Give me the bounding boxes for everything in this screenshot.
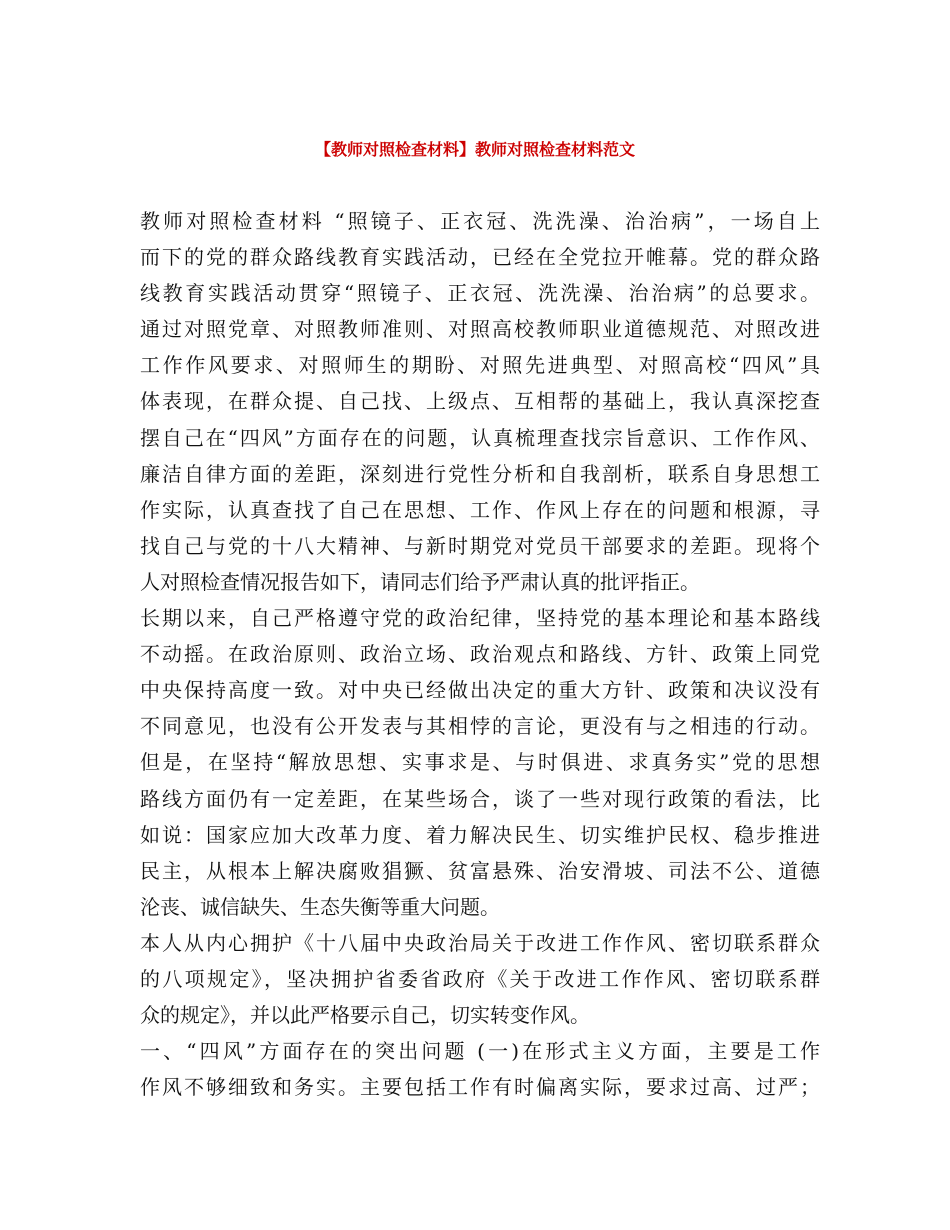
body-line: 工作作风要求、对照师生的期盼、对照先进典型、对照高校“四风”具 [140, 353, 820, 378]
body-line: 找自己与党的十八大精神、与新时期党对党员干部要求的差距。现将个 [140, 533, 820, 558]
body-line: 沦丧、诚信缺失、生态失衡等重大问题。 [140, 894, 500, 919]
body-line: 不动摇。在政治原则、政治立场、政治观点和路线、方针、政策上同党 [140, 642, 820, 667]
body-line: 本人从内心拥护《十八届中央政治局关于改进工作作风、密切联系群众 [140, 930, 820, 955]
body-line: 如说：国家应加大改革力度、着力解决民生、切实维护民权、稳步推进 [140, 822, 820, 847]
body-line: 路线方面仍有一定差距，在某些场合，谈了一些对现行政策的看法，比 [140, 786, 820, 811]
body-line: 人对照检查情况报告如下，请同志们给予严肃认真的批评指正。 [140, 569, 700, 594]
body-line: 长期以来，自己严格遵守党的政治纪律，坚持党的基本理论和基本路线 [140, 606, 820, 631]
body-line: 作风不够细致和务实。主要包括工作有时偏离实际，要求过高、过严； [140, 1075, 820, 1100]
body-line: 廉洁自律方面的差距，深刻进行党性分析和自我剖析，联系自身思想工 [140, 461, 820, 486]
body-line: 一、“四风”方面存在的突出问题 (一)在形式主义方面，主要是工作 [140, 1039, 820, 1064]
body-line: 但是，在坚持“解放思想、实事求是、与时俱进、求真务实”党的思想 [140, 750, 820, 775]
body-line: 而下的党的群众路线教育实践活动，已经在全党拉开帷幕。党的群众路 [140, 245, 820, 270]
body-line: 作实际，认真查找了自己在思想、工作、作风上存在的问题和根源，寻 [140, 497, 820, 522]
body-line: 不同意见，也没有公开发表与其相悖的言论，更没有与之相违的行动。 [140, 714, 820, 739]
document-body [140, 203, 820, 1105]
body-line: 教师对照检查材料 “照镜子、正衣冠、洗洗澡、治治病”，一场自上 [140, 209, 820, 233]
body-line: 民主，从根本上解决腐败猖獗、贫富悬殊、治安滑坡、司法不公、道德 [140, 858, 820, 883]
body-line: 体表现，在群众提、自己找、上级点、互相帮的基础上，我认真深挖查 [140, 389, 820, 414]
document-title: 【教师对照检查材料】教师对照检查材料范文 [314, 140, 635, 159]
body-line: 的八项规定》，坚决拥护省委省政府《关于改进工作作风、密切联系群 [140, 966, 820, 991]
body-line: 通过对照党章、对照教师准则、对照高校教师职业道德规范、对照改进 [140, 317, 820, 342]
body-line: 众的规定》，并以此严格要示自己，切实转变作风。 [140, 1003, 590, 1028]
body-line: 线教育实践活动贯穿“照镜子、正衣冠、洗洗澡、治治病”的总要求。 [140, 281, 820, 306]
body-line: 摆自己在“四风”方面存在的问题，认真梳理查找宗旨意识、工作作风、 [140, 425, 820, 450]
body-line: 中央保持高度一致。对中央已经做出决定的重大方针、政策和决议没有 [140, 678, 820, 703]
